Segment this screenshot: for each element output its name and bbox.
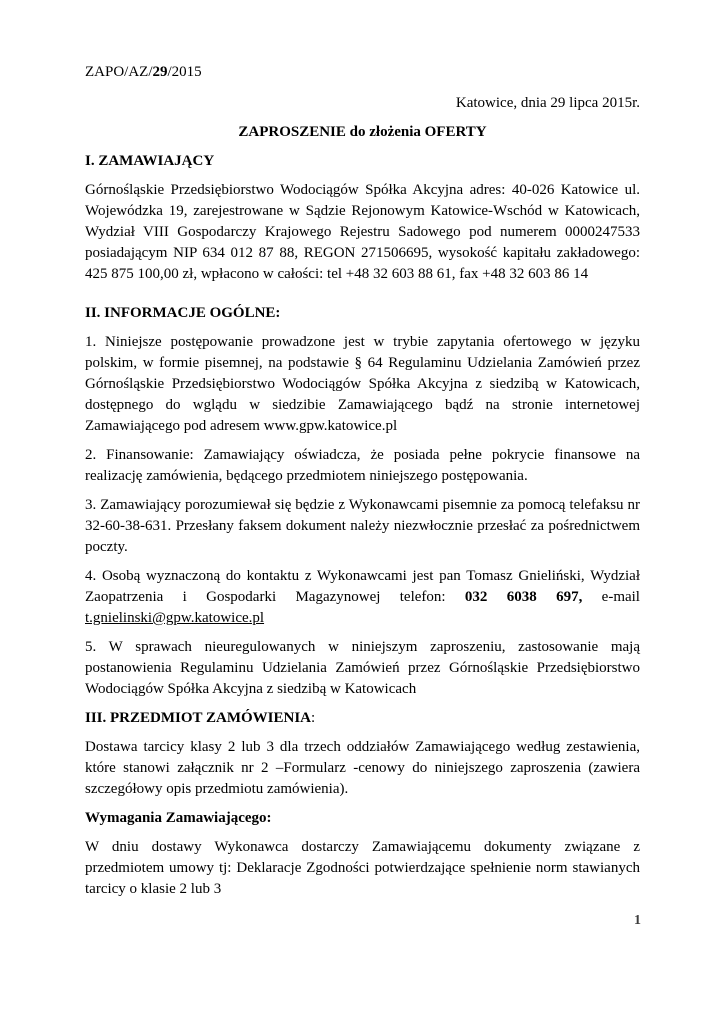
reference-number: 29	[152, 64, 168, 80]
page-number: 1	[634, 913, 641, 928]
section-heading-przedmiot-text: III. PRZEDMIOT ZAMÓWIENIA	[85, 710, 312, 726]
reference-suffix: /2015	[167, 64, 202, 80]
paragraph-informacje-1: 1. Niniejsze postępowanie prowadzone jest w trybie zapytania ofertowego w języku polskim, w formie pisemnej, na podstawie § 64 Regulaminu Udzielania Zamówień przez Górnośląskie Przedsiębiorstwo Wodociągów Spółka Akcyjna z siedzibą w Katowicach, dostępnego do wglądu w siedzibie Zamawiającego bądź na stronie internetowej Zamawiającego pod adresem www.gpw.katowice.pl	[85, 334, 640, 434]
contact-email-link[interactable]: t.gnielinski@gpw.katowice.pl	[85, 610, 265, 626]
section-heading-przedmiot-colon: :	[311, 710, 316, 726]
contact-text: 4. Osobą wyznaczoną do kontaktu z Wykonawcami jest pan Tomasz Gnieliński, Wydział Zaopatrzenia i Gospodarki Magazynowej telefon:	[85, 568, 640, 605]
contact-email-label: e-mail	[582, 589, 640, 605]
section-heading-informacje-ogolne: II. INFORMACJE OGÓLNE:	[85, 305, 281, 321]
paragraph-przedmiot-1: Dostawa tarcicy klasy 2 lub 3 dla trzech oddziałów Zamawiającego według zestawienia, które stanowi załącznik nr 2 –Formularz -cenowy do niniejszego zaproszenia (zawiera szczegółowy opis przedmiotu zamówienia).	[85, 739, 640, 797]
dateline: Katowice, dnia 29 lipca 2015r.	[455, 95, 640, 111]
paragraph-informacje-3: 3. Zamawiający porozumiewał się będzie z Wykonawcami pisemnie za pomocą telefaksu nr 32-60-38-631. Przesłany faksem dokument należy niezwłocznie przesłać za pośrednictwem poczty.	[85, 497, 640, 555]
reference-prefix: ZAPO/AZ/	[85, 64, 153, 80]
subheading-wymagania: Wymagania Zamawiającego:	[85, 810, 272, 826]
paragraph-wymagania-1: W dniu dostawy Wykonawca dostarczy Zamawiającemu dokumenty związane z przedmiotem umowy tj: Deklaracje Zgodności potwierdzające spełnienie norm stawianych tarcicy o klasie 2 lub 3	[85, 839, 640, 897]
contact-phone: 032 6038 697,	[464, 589, 583, 605]
section-zamawiajacy-body: Górnośląskie Przedsiębiorstwo Wodociągów Spółka Akcyjna adres: 40-026 Katowice ul. Wojewódzka 19, zarejestrowane w Sądzie Rejonowym Katowice-Wschód w Katowicach, Wydział VIII Gospodarczy Krajowego Rejestru Sadowego pod numerem 0000247533 posiadającym NIP 634 012 87 88, REGON 271506695, wysokość kapitału zakładowego: 425 875 100,00 zł, wpłacono w całości: tel +48 32 603 88 61, fax +48 32 603 86 14	[85, 182, 640, 282]
paragraph-informacje-4	[85, 566, 640, 629]
paragraph-informacje-2: 2. Finansowanie: Zamawiający oświadcza, że posiada pełne pokrycie finansowe na realizację zamówienia, będącego przedmiotem niniejszego postępowania.	[85, 447, 640, 484]
section-heading-przedmiot-zamowienia	[85, 708, 640, 729]
document-reference	[85, 62, 640, 83]
section-heading-zamawiajacy: I. ZAMAWIAJĄCY	[85, 153, 215, 169]
paragraph-informacje-5: 5. W sprawach nieuregulowanych w niniejszym zaproszeniu, zastosowanie mają postanowienia Regulaminu Udzielania Zamówień przez Górnośląskie Przedsiębiorstwo Wodociągów Spółka Akcyjna z siedzibą w Katowicach	[85, 639, 640, 697]
document-title: ZAPROSZENIE do złożenia OFERTY	[238, 124, 487, 140]
